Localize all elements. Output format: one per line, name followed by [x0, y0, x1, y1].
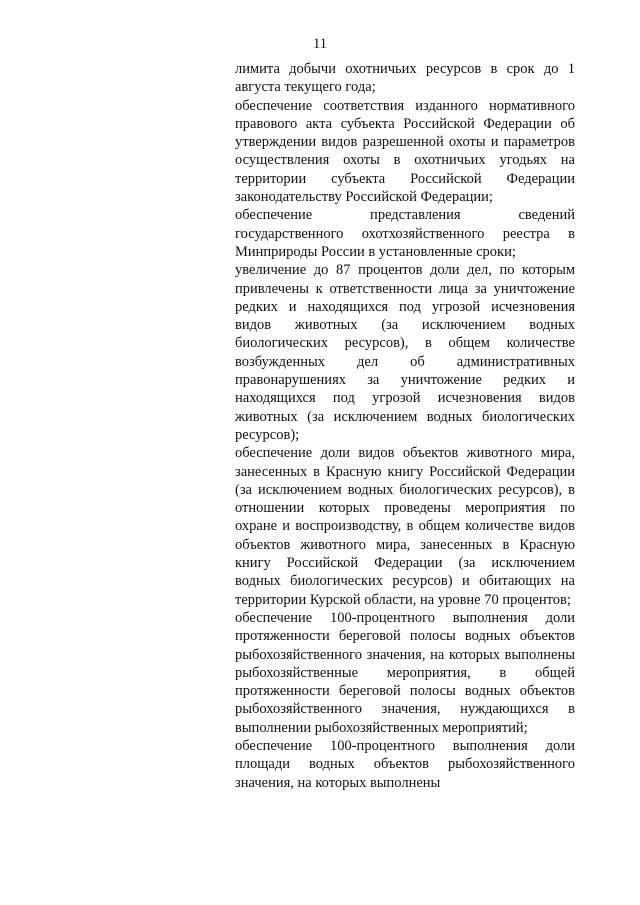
paragraph-red-book-species-share: обеспечение доли видов объектов животного мира, занесенных в Красную книгу Российской Федерации (за исключением водных биологических ресурсов), в отношении которых проведены мероприятия по охране и воспроизводству, в общем количестве видов объектов животного мира, занесенных в Красную книгу Российской Федерации (за исключением водных биологических ресурсов) и обитающих на территории Курской области, на уровне 70 процентов; — [235, 445, 575, 608]
paragraph-legal-act-compliance: обеспечение соответствия изданного нормативного правового акта субъекта Российской Федерации об утверждении видов разрешенной охоты и параметров осуществления охоты в охотничьих угодьях на территории субъекта Российской Федерации законодательству Российской Федерации; — [235, 97, 575, 206]
paragraph-water-area-fishery-measures: обеспечение 100-процентного выполнения доли площади водных объектов рыбохозяйственного значения, на которых выполнены — [235, 737, 575, 791]
document-body — [235, 60, 575, 792]
paragraph-hunting-limit-deadline: лимита добычи охотничьих ресурсов в срок до 1 августа текущего года; — [235, 61, 575, 96]
paragraph-shoreline-fishery-measures: обеспечение 100-процентного выполнения доли протяженности береговой полосы водных объектов рыбохозяйственного значения, на которых выполнены рыбохозяйственные мероприятия, в общей протяженности береговой полосы водных объектов рыбохозяйственного значения, нуждающихся в выполнении рыбохозяйственных мероприятий; — [235, 609, 575, 736]
paragraph-rare-species-liability: увеличение до 87 процентов доли дел, по которым привлечены к ответственности лица за уничтожение редких и находящихся под угрозой исчезновения видов животных (за исключением водных биологических ресурсов), в общем количестве возбужденных дел об административных правонарушениях за уничтожение редких и находящихся под угрозой исчезновения видов животных (за исключением водных биологических ресурсов); — [235, 262, 575, 443]
paragraph-hunting-registry-submission: обеспечение представления сведений государственного охотхозяйственного реестра в Минприроды России в установленные сроки; — [235, 207, 575, 260]
page-number: 11 — [313, 36, 327, 52]
